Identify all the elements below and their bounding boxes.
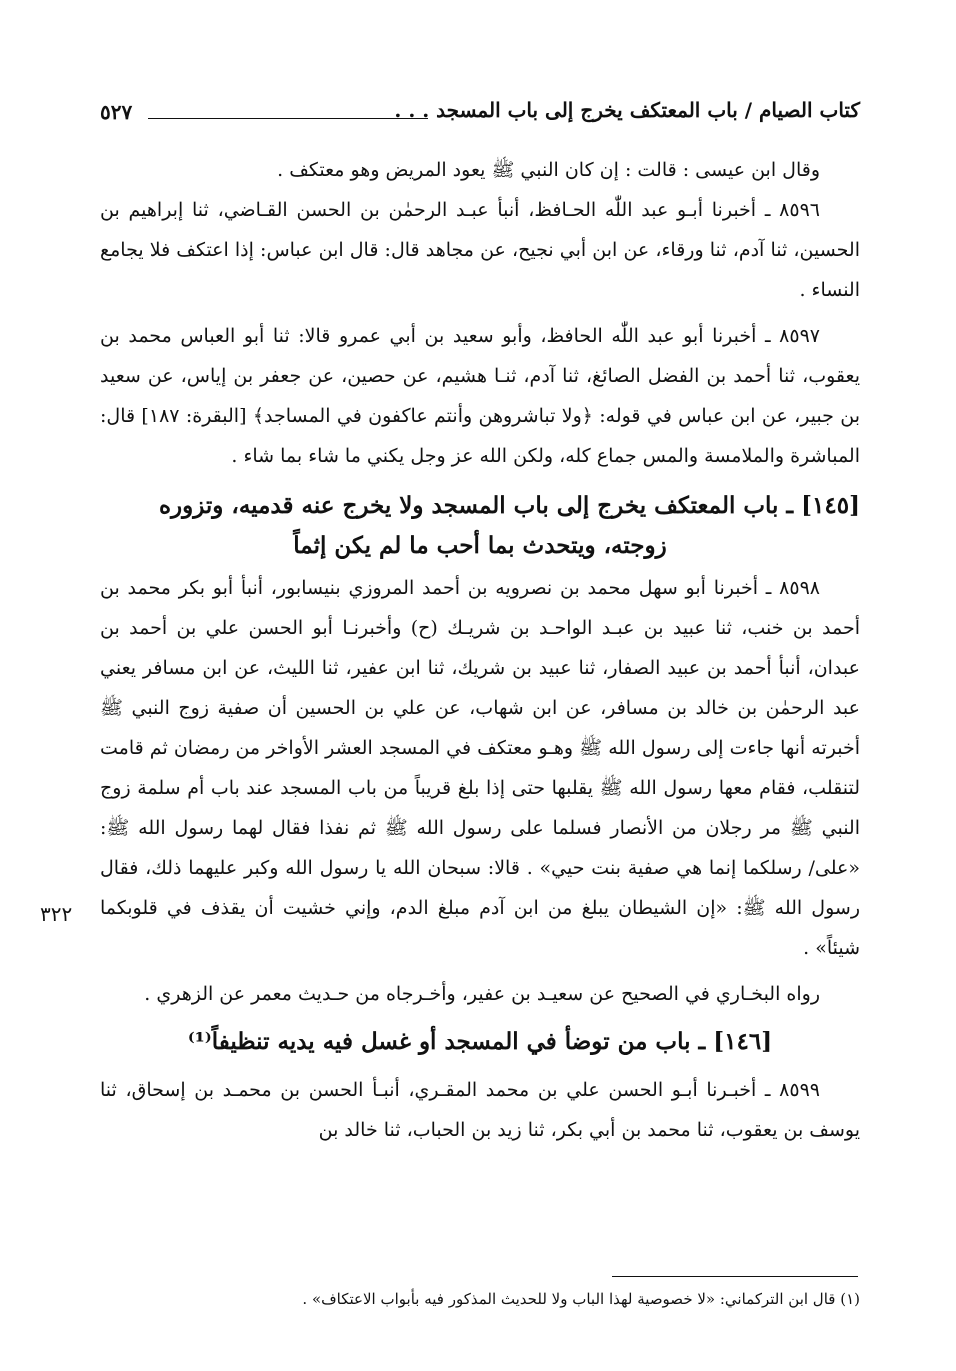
- page-number: ٥٢٧: [100, 100, 133, 124]
- header-rule: [148, 118, 428, 119]
- footnote: (١) قال ابن التركماني: «لا خصوصية لهذا الباب ولا للحديث المذكور فيه بأبواب الاعتكاف» .: [302, 1290, 860, 1308]
- hadith-8599: ٨٥٩٩ ـ أخبـرنا أبـو الحسن علي بن محمد المقـري، أنبـأ الحسن بن محمـد بن إسحاق، ثنا يوسف بن يعقوب، ثنا محمد بن أبي بكر، ثنا زيد بن الحباب، ثنا خالد بن: [100, 1079, 860, 1141]
- paragraph-ibn-isa: وقال ابن عيسى : قالت : إن كان النبي ﷺ يعود المريض وهو معتكف .: [277, 159, 820, 181]
- paragraph-bukhari: رواه البخـاري في الصحيح عن سعيـد بن عفير، وأخـرجاه من حـديث معمر عن الزهري .: [144, 983, 820, 1005]
- footnote-rule: [612, 1276, 858, 1277]
- margin-page-reference: ٣٢٢: [40, 902, 73, 926]
- running-header: [100, 92, 860, 132]
- hadith-8597: ٨٥٩٧ ـ أخبرنا أبو عبد اللّٰه الحافظ، وأبو سعيد بن أبي عمرو قالا: ثنا أبو العباس محمد بن يعقوب، ثنا أحمد بن الفضل الصائغ، ثنا آدم، ثنـا هشيم، عن حصين، عن جعفر بن إياس، عن سعيد بن جبير، عن ابن عباس في قوله: ﴿ولا تباشروهن وأنتم عاكفون في المساجد﴾ [البقرة: ١٨٧] قال: المباشرة والملامسة والمس جماع كله، ولكن الله عز وجل يكني ما شاء بما شاء .: [100, 325, 861, 467]
- hadith-8598: ٨٥٩٨ ـ أخبرنا أبو سهل محمد بن نصرويه بن أحمد المروزي بنيسابور، أنبأ أبو بكر محمد بن أحمد بن خنب، ثنا عبيد بن عبـد الواحـد بن شريـك (ح) وأخبرنـا أبو الحسن علي بن أحمد بن عبدان، أنبأ أحمد بن عبيد الصفار، ثنا عبيد بن شريك، ثنا ابن عفير، ثنا الليث، عن ابن مسافر يعني عبد الرحمٰن بن خالد بن مسافر، عن ابن شهاب، عن علي بن الحسين أن صفية زوج النبي ﷺ أخبرته أنها جاءت إلى رسول الله ﷺ وهـو معتكف في المسجد العشر الأواخر من رمضان ثم قامت لتنقلب، فقام معها رسول الله ﷺ يقلبها حتى إذا بلغ قريباً من باب المسجد عند باب أم سلمة زوج النبي ﷺ مر رجلان من الأنصار فسلما على رسول الله ﷺ ثم نفذا فقال لهما رسول الله ﷺ: «على/ رسلكما إنما هي صفية بنت حيي» . قالا: سبحان الله يا رسول الله وكبر عليهما ذلك، فقال رسول الله ﷺ: «إن الشيطان يبلغ من ابن آدم مبلغ الدم، وإني خشيت أن يقذف في قلوبكما شيئاً» .: [100, 577, 860, 959]
- chapter-heading-145: [١٤٥] ـ باب المعتكف يخرج إلى باب المسجد ولا يخرج عنه قدميه، وتزوره زوجته، ويتحدث بما أحب ما لم يكن إثماً: [158, 492, 860, 559]
- hadith-8596: ٨٥٩٦ ـ أخبرنا أبـو عبد اللّٰه الحـافظ، أنبأ عبـد الرحمٰن بن الحسن القـاضي، ثنا إبراهيم بن الحسين، ثنا آدم، ثنا ورقاء، عن ابن أبي نجيح، عن مجاهد قال: قال ابن عباس: إذا اعتكف فلا يجامع النساء .: [100, 199, 860, 301]
- chapter-heading-146: [١٤٦] ـ باب من توضأ في المسجد أو غسل فيه يديه تنظيفاً⁽¹⁾: [187, 1028, 773, 1055]
- page-body: [100, 150, 860, 1150]
- header-title: كتاب الصيام / باب المعتكف يخرج إلى باب المسجد . . .: [394, 98, 860, 122]
